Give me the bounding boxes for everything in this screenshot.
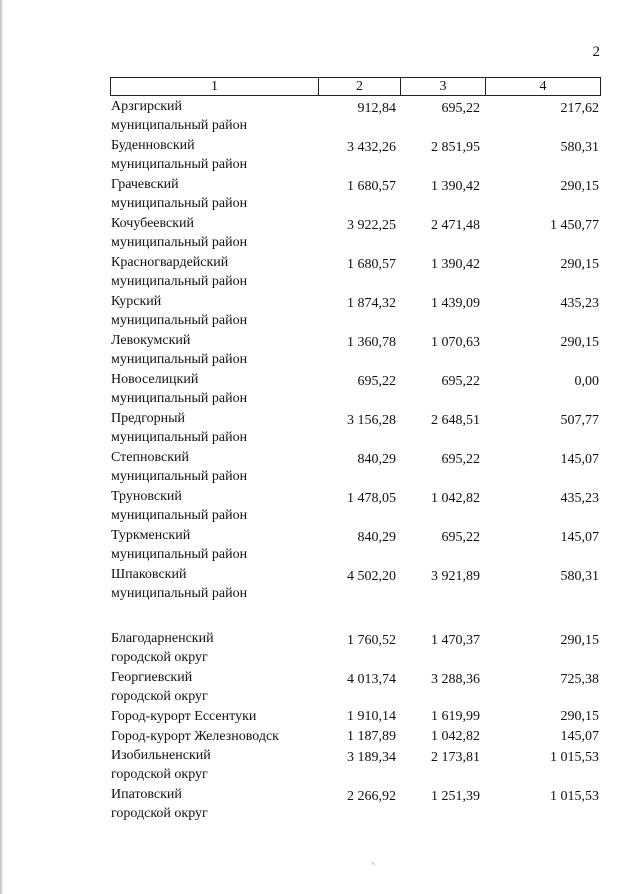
table-row <box>111 565 601 604</box>
district-name-line2: муниципальный район <box>111 469 248 484</box>
district-name-line2: муниципальный район <box>111 313 248 328</box>
value-col-4: 290,15 <box>560 633 599 648</box>
value-col-3: 1 390,42 <box>431 257 480 272</box>
district-name-line2: городской округ <box>111 650 208 665</box>
value-col-2: 1 478,05 <box>347 491 396 506</box>
value-col-2: 1 760,52 <box>347 633 396 648</box>
district-name <box>111 409 321 448</box>
district-name-line1: Красногвардейский <box>111 255 229 270</box>
district-name-line1: Ипатовский <box>111 787 182 802</box>
district-name-line1: Город-курорт Железноводск <box>111 728 279 744</box>
district-name-line2: муниципальный район <box>111 586 248 601</box>
value-col-4: 580,31 <box>560 140 599 155</box>
value-col-3: 2 648,51 <box>431 413 480 428</box>
district-name-line1: Благодарненский <box>111 631 214 646</box>
value-col-4: 507,77 <box>560 413 599 428</box>
value-col-2: 912,84 <box>357 101 396 116</box>
district-name-line2: городской округ <box>111 767 208 782</box>
value-col-3: 695,22 <box>441 452 480 467</box>
table-body <box>111 97 601 824</box>
table-row <box>111 214 601 253</box>
district-name <box>111 727 321 747</box>
value-col-3: 1 251,39 <box>431 789 480 804</box>
value-col-2: 3 922,25 <box>347 218 396 233</box>
district-name <box>111 253 321 292</box>
district-name-line1: Город-курорт Ессентуки <box>111 709 257 724</box>
district-name-line2: муниципальный район <box>111 118 248 133</box>
value-col-4: 1 015,53 <box>550 789 599 804</box>
value-col-2: 1 874,32 <box>347 296 396 311</box>
district-name-line2: муниципальный район <box>111 196 248 211</box>
district-name <box>111 331 321 370</box>
table-row <box>111 629 601 668</box>
value-col-2: 3 189,34 <box>347 750 396 765</box>
district-name <box>111 487 321 526</box>
value-col-4: 1 450,77 <box>550 218 599 233</box>
table-row <box>111 292 601 331</box>
district-name <box>111 136 321 175</box>
district-name-line1: Буденновский <box>111 138 195 153</box>
district-name-line2: муниципальный район <box>111 274 248 289</box>
district-name <box>111 292 321 331</box>
table-row <box>111 526 601 565</box>
value-col-4: 435,23 <box>560 491 599 506</box>
header-cell-4: 4 <box>485 78 600 95</box>
table-row <box>111 727 601 747</box>
value-col-3: 2 173,81 <box>431 750 480 765</box>
value-col-3: 1 439,09 <box>431 296 480 311</box>
district-name-line1: Труновский <box>111 489 182 504</box>
value-col-3: 3 288,36 <box>431 672 480 687</box>
value-col-4: 290,15 <box>560 335 599 350</box>
value-col-4: 0,00 <box>574 374 599 389</box>
value-col-4: 725,38 <box>560 672 599 687</box>
district-name-line1: Предгорный <box>111 411 186 426</box>
value-col-4: 217,62 <box>560 101 599 116</box>
district-name-line1: Георгиевский <box>111 670 193 685</box>
value-col-4: 1 015,53 <box>550 750 599 765</box>
district-name <box>111 668 321 707</box>
district-name-line1: Изобильненский <box>111 748 211 763</box>
value-col-3: 695,22 <box>441 374 480 389</box>
value-col-3: 1 470,37 <box>431 633 480 648</box>
district-name <box>111 526 321 565</box>
table-row <box>111 448 601 487</box>
district-name-line2: муниципальный район <box>111 508 248 523</box>
district-name-line2: муниципальный район <box>111 547 248 562</box>
value-col-3: 1 619,99 <box>431 709 480 724</box>
table-row <box>111 668 601 707</box>
header-cell-3: 3 <box>400 78 485 95</box>
table-row <box>111 487 601 526</box>
value-col-3: 695,22 <box>441 530 480 545</box>
table-row <box>111 370 601 409</box>
value-col-2: 4 502,20 <box>347 569 396 584</box>
table-row <box>111 707 601 727</box>
value-col-3: 2 851,95 <box>431 140 480 155</box>
page-number: 2 <box>592 44 600 60</box>
district-name <box>111 175 321 214</box>
district-name <box>111 785 321 824</box>
value-col-2: 1 680,57 <box>347 179 396 194</box>
value-col-3: 2 471,48 <box>431 218 480 233</box>
value-col-2: 840,29 <box>357 452 396 467</box>
header-cell-1: 1 <box>211 79 218 94</box>
header-cell-2: 2 <box>318 78 400 95</box>
value-col-2: 1 360,78 <box>347 335 396 350</box>
value-col-4: 290,15 <box>560 709 599 724</box>
value-col-2: 1 187,89 <box>347 728 396 744</box>
district-name-line2: муниципальный район <box>111 391 248 406</box>
table-row <box>111 175 601 214</box>
district-name-line1: Арзгирский <box>111 99 183 114</box>
value-col-2: 1 680,57 <box>347 257 396 272</box>
district-name <box>111 214 321 253</box>
district-name <box>111 629 321 668</box>
district-name-line1: Степновский <box>111 450 189 465</box>
table-row <box>111 136 601 175</box>
value-col-4: 290,15 <box>560 257 599 272</box>
page-edge-shadow <box>0 0 3 894</box>
value-col-4: 290,15 <box>560 179 599 194</box>
district-name <box>111 746 321 785</box>
value-col-3: 3 921,89 <box>431 569 480 584</box>
district-name-line1: Кочубеевский <box>111 216 195 231</box>
district-name-line2: муниципальный район <box>111 235 248 250</box>
district-name-line2: городской округ <box>111 806 208 821</box>
district-name-line1: Левокумский <box>111 333 191 348</box>
table-row <box>111 97 601 136</box>
district-name <box>111 97 321 136</box>
district-name-line2: муниципальный район <box>111 352 248 367</box>
district-name-line2: городской округ <box>111 689 208 704</box>
value-col-4: 145,07 <box>560 728 599 744</box>
value-col-2: 1 910,14 <box>347 709 396 724</box>
district-name <box>111 565 321 604</box>
district-name-line1: Туркменский <box>111 528 191 543</box>
value-col-4: 580,31 <box>560 569 599 584</box>
table-row <box>111 253 601 292</box>
value-col-4: 435,23 <box>560 296 599 311</box>
value-col-4: 145,07 <box>560 530 599 545</box>
district-name-line1: Новоселицкий <box>111 372 199 387</box>
district-name-line2: муниципальный район <box>111 430 248 445</box>
value-col-2: 840,29 <box>357 530 396 545</box>
value-col-2: 3 432,26 <box>347 140 396 155</box>
value-col-2: 3 156,28 <box>347 413 396 428</box>
table-row <box>111 409 601 448</box>
district-name-line1: Грачевский <box>111 177 179 192</box>
value-col-3: 1 042,82 <box>431 728 480 744</box>
table-header-row <box>110 77 601 96</box>
district-name <box>111 707 321 727</box>
district-name <box>111 448 321 487</box>
group-separator <box>111 604 601 629</box>
district-name-line2: муниципальный район <box>111 157 248 172</box>
table-row <box>111 331 601 370</box>
scan-artifact: ⸌ <box>371 860 376 870</box>
table-row <box>111 785 601 824</box>
value-col-3: 1 390,42 <box>431 179 480 194</box>
district-name-line1: Шпаковский <box>111 567 187 582</box>
value-col-2: 695,22 <box>357 374 396 389</box>
district-name-line1: Курский <box>111 294 162 309</box>
value-col-3: 1 042,82 <box>431 491 480 506</box>
value-col-2: 4 013,74 <box>347 672 396 687</box>
value-col-3: 1 070,63 <box>431 335 480 350</box>
table-row <box>111 746 601 785</box>
value-col-3: 695,22 <box>441 101 480 116</box>
value-col-4: 145,07 <box>560 452 599 467</box>
value-col-2: 2 266,92 <box>347 789 396 804</box>
district-name <box>111 370 321 409</box>
